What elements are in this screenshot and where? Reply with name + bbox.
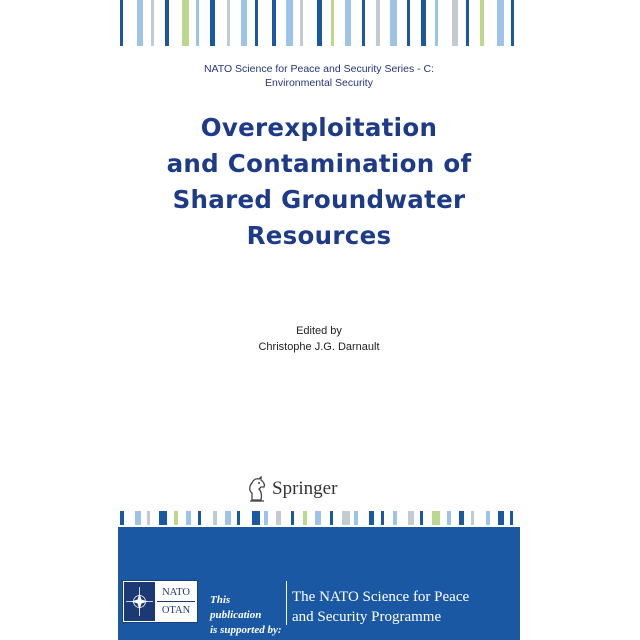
publisher-logo xyxy=(246,474,337,504)
stripe xyxy=(435,0,438,46)
book-title xyxy=(118,110,520,254)
stripe xyxy=(393,511,397,525)
stripe xyxy=(342,511,350,525)
stripe xyxy=(272,0,276,46)
stripe xyxy=(174,511,178,525)
stripe xyxy=(420,511,423,525)
support-line: is supported by: xyxy=(210,624,282,636)
stripe xyxy=(317,0,322,46)
nato-footer-panel xyxy=(118,527,520,640)
stripe xyxy=(390,0,397,46)
title-line: Resources xyxy=(246,221,392,250)
stripe xyxy=(447,511,451,525)
editor-name: Christophe J.G. Darnault xyxy=(258,341,380,353)
stripe xyxy=(376,0,380,46)
stripe xyxy=(407,0,410,46)
title-line: and Contamination of xyxy=(166,149,472,178)
stripe xyxy=(135,511,141,525)
stripe xyxy=(471,511,474,525)
stripe xyxy=(452,0,458,46)
stripe xyxy=(196,0,199,46)
publisher-name: Springer xyxy=(272,478,338,499)
stripe xyxy=(498,511,504,525)
support-line: This publication xyxy=(210,594,262,621)
top-stripe-band xyxy=(118,0,520,46)
series-line: Environmental Security xyxy=(265,77,373,89)
stripe xyxy=(120,0,123,46)
stripe xyxy=(459,511,464,525)
stripe xyxy=(137,0,143,46)
title-line: Shared Groundwater xyxy=(172,185,466,214)
stripe xyxy=(345,0,351,46)
stripe xyxy=(276,511,281,525)
stripe xyxy=(330,511,333,525)
editor-credit xyxy=(118,323,520,355)
stripe xyxy=(466,0,469,46)
stripe xyxy=(241,0,247,46)
stripe xyxy=(303,511,307,525)
stripe xyxy=(300,0,303,46)
stripe xyxy=(252,511,260,525)
stripe xyxy=(362,0,365,46)
stripe xyxy=(151,0,154,46)
series-line: NATO Science for Peace and Security Series - C: xyxy=(203,63,435,75)
stripe xyxy=(227,0,230,46)
stripe xyxy=(255,0,258,46)
stripe xyxy=(497,0,504,46)
footer-divider xyxy=(286,581,287,625)
stripe xyxy=(291,511,294,525)
stripe xyxy=(408,511,414,525)
stripe xyxy=(354,511,358,525)
stripe xyxy=(315,511,321,525)
stripe xyxy=(186,511,191,525)
stripe xyxy=(381,511,384,525)
title-line: Overexploitation xyxy=(200,113,438,142)
logo-divider xyxy=(157,601,195,602)
stripe xyxy=(331,0,334,46)
stripe xyxy=(421,0,426,46)
stripe xyxy=(432,511,440,525)
programme-line: The NATO Science for Peace xyxy=(292,589,470,605)
series-name xyxy=(118,62,520,90)
stripe xyxy=(213,511,217,525)
stripe xyxy=(237,511,240,525)
stripe xyxy=(165,0,169,46)
lower-stripe-band xyxy=(118,511,520,525)
nato-otan-logo xyxy=(122,580,198,623)
stripe xyxy=(159,511,167,525)
logo-text-nato: NATO xyxy=(162,587,190,598)
support-statement xyxy=(210,593,282,638)
stripe xyxy=(264,511,268,525)
stripe xyxy=(511,0,514,46)
stripe xyxy=(120,511,124,525)
nato-compass-star-icon xyxy=(124,582,155,621)
book-cover xyxy=(118,0,520,640)
stripe xyxy=(480,0,484,46)
stripe xyxy=(369,511,374,525)
stripe xyxy=(147,511,150,525)
edited-by-label: Edited by xyxy=(296,325,342,337)
programme-line: and Security Programme xyxy=(292,609,442,625)
stripe xyxy=(198,511,201,525)
programme-name xyxy=(292,587,518,627)
stripe xyxy=(286,0,293,46)
stripe xyxy=(486,511,490,525)
stripe xyxy=(510,511,513,525)
springer-knight-icon xyxy=(246,476,268,502)
logo-text-otan: OTAN xyxy=(161,605,191,616)
stripe xyxy=(182,0,189,46)
stripe xyxy=(210,0,215,46)
stripe xyxy=(225,511,231,525)
